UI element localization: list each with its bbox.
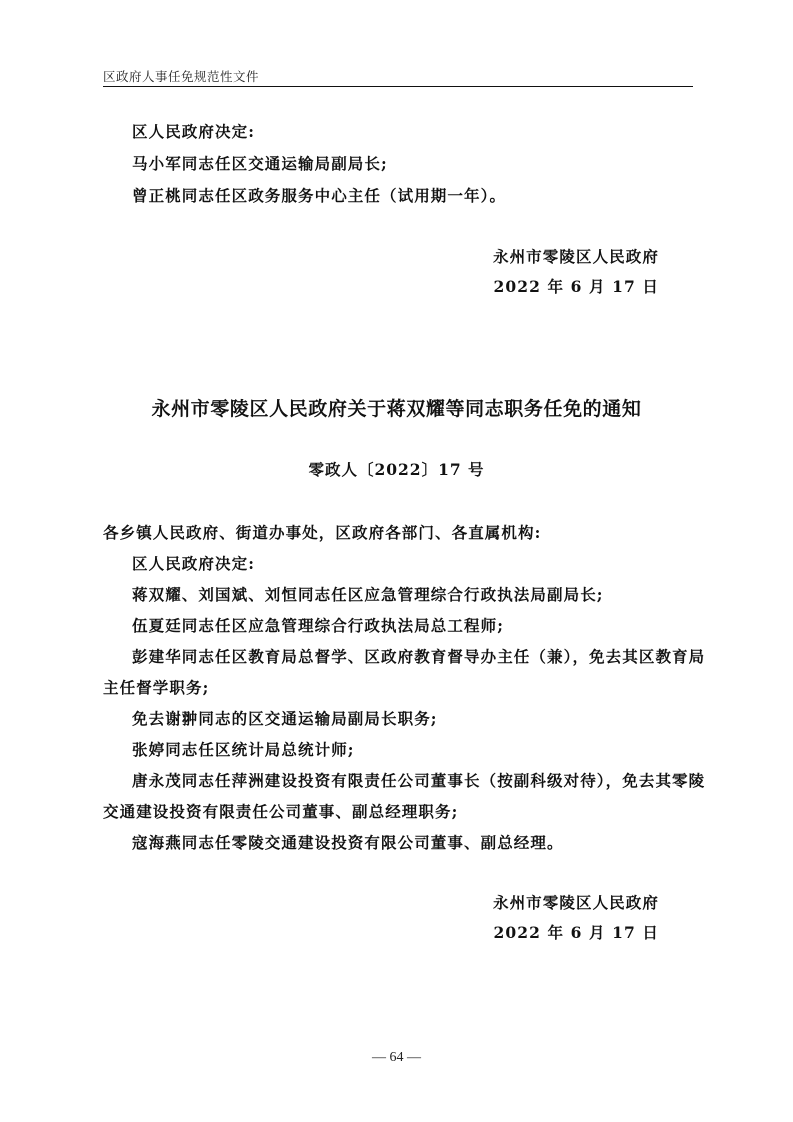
s2-decision-intro: 区人民政府决定: (132, 554, 256, 573)
s2-appointment-line: 彭建华同志任区教育局总督学、区政府教育督导办主任（兼），免去其区教育局 (132, 647, 706, 666)
header-divider (103, 86, 693, 87)
s2-appointment-line: 张婷同志任区统计局总统计师; (132, 740, 355, 759)
s2-signature: 永州市零陵区人民政府 (492, 893, 659, 912)
notice-title: 永州市零陵区人民政府关于蒋双耀等同志职务任免的通知 (151, 398, 642, 420)
running-header: 区政府人事任免规范性文件 (103, 69, 260, 84)
s2-appointment-line: 唐永茂同志任萍洲建设投资有限责任公司董事长（按副科级对待），免去其零陵 (132, 771, 706, 790)
s1-appointment-line: 曾正桃同志任区政务服务中心主任（试用期一年）。 (132, 186, 507, 205)
s2-appointment-line: 寇海燕同志任零陵交通建设投资有限公司董事、副总经理。 (132, 833, 564, 852)
addressee: 各乡镇人民政府、街道办事处，区政府各部门、各直属机构: (103, 523, 542, 542)
s1-date: 2022 年 6 月 17 日 (493, 277, 659, 296)
s1-signature: 永州市零陵区人民政府 (492, 247, 659, 266)
s1-decision-intro: 区人民政府决定: (132, 122, 256, 141)
document-number: 零政人〔2022〕17 号 (308, 460, 485, 479)
s2-appointment-line: 蒋双耀、刘国斌、刘恒同志任区应急管理综合行政执法局副局长; (132, 585, 604, 604)
s2-date: 2022 年 6 月 17 日 (493, 923, 659, 942)
s2-appointment-line-continued: 主任督学职务; (103, 678, 210, 697)
s1-appointment-line: 马小军同志任区交通运输局副局长; (132, 154, 388, 173)
s2-appointment-line-continued: 交通建设投资有限责任公司董事、副总经理职务; (103, 802, 459, 821)
s2-appointment-line: 伍夏廷同志任区应急管理综合行政执法局总工程师; (132, 616, 505, 635)
page-number: — 64 — (372, 1050, 421, 1065)
s2-appointment-line: 免去谢翀同志的区交通运输局副局长职务; (132, 709, 438, 728)
